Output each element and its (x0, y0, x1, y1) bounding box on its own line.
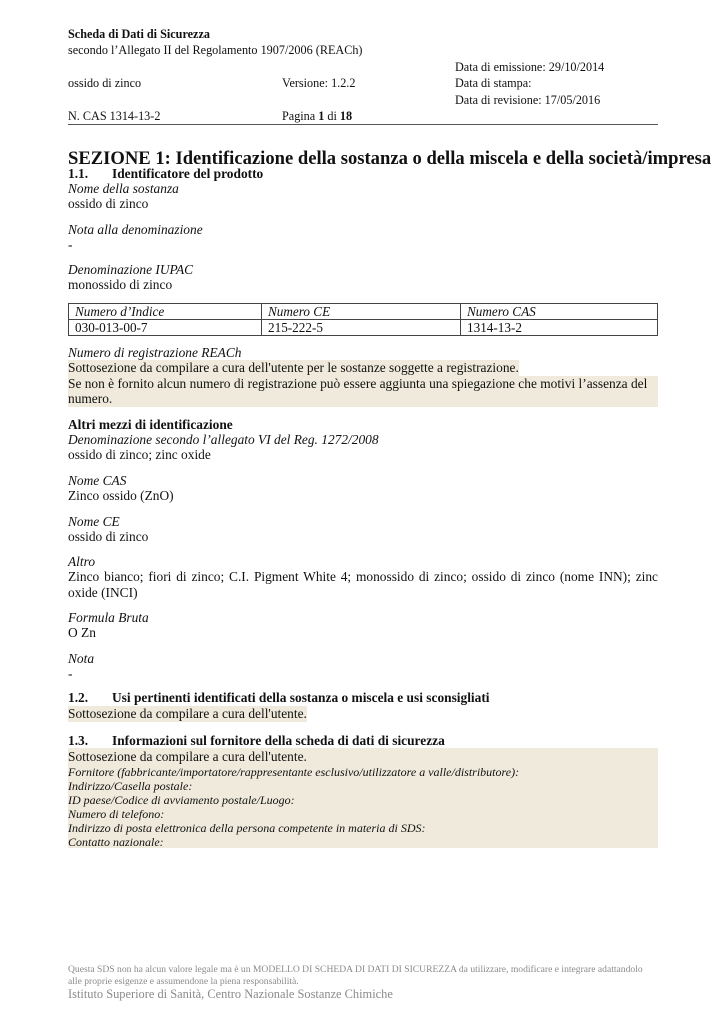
header-cas-number: Numero CAS (461, 304, 658, 320)
subsection-1-3-number: 1.3. (68, 733, 89, 748)
subsection-1-1-number: 1.1. (68, 166, 89, 181)
subsection-1-2-number: 1.2. (68, 690, 89, 705)
document-subtitle: secondo l’Allegato II del Regolamento 1907/2006 (REACh) (68, 43, 363, 57)
reach-label: Numero di registrazione REACh (68, 345, 242, 360)
page-current: 1 (318, 109, 325, 123)
iupac-value: monossido di zinco (68, 277, 173, 292)
annex-vi-value: ossido di zinco; zinc oxide (68, 447, 211, 462)
subsection-1-2-text: Sottosezione da compilare a cura dell'utente. (68, 706, 307, 721)
note-value: - (68, 666, 73, 681)
page-indicator (282, 109, 352, 124)
substance-name-label: Nome della sostanza (68, 181, 179, 196)
supplier-field: Fornitore (fabbricante/importatore/rappresentante esclusivo/utilizzatore a valle/distributore): (68, 765, 520, 779)
table-header-row (69, 304, 658, 320)
cas-name-value: Zinco ossido (ZnO) (68, 488, 174, 503)
header-divider (68, 124, 658, 125)
cas-name-label: Nome CAS (68, 473, 127, 488)
reach-line-1: Sottosezione da compilare a cura dell'utente per le sostanze soggette a registrazione. (68, 360, 519, 375)
address-field: Indirizzo/Casella postale: (68, 779, 193, 793)
substance-name-value: ossido di zinco (68, 196, 149, 211)
subsection-1-1-title: Identificatore del prodotto (112, 166, 264, 181)
header-ce-number: Numero CE (262, 304, 461, 320)
footer-disclaimer-line-1: Questa SDS non ha alcun valore legale ma è un MODELLO DI SCHEDA DI DATI DI SICUREZZA da utilizzare, modificare e integrare adattandolo (68, 964, 643, 975)
phone-field: Numero di telefono: (68, 807, 165, 821)
note-label: Nota (68, 651, 95, 666)
document-title: Scheda di Dati di Sicurezza (68, 27, 210, 41)
version-label: Versione: 1.2.2 (282, 76, 356, 90)
country-postcode-field: ID paese/Codice di avviamento postale/Luogo: (68, 793, 295, 807)
other-line-1: Zinco bianco; fiori di zinco; C.I. Pigment White 4; monossido di zinco; ossido di zinco (nome INN); zinc (68, 569, 658, 584)
footer-disclaimer-line-2: alle proprie esigenze e assumendone la piena responsabilità. (68, 976, 299, 987)
page-total: 18 (339, 109, 353, 123)
print-date: Data di stampa: (455, 76, 532, 90)
substance-name-header: ossido di zinco (68, 76, 142, 90)
reach-line-2: Se non è fornito alcun numero di registrazione può essere aggiunta una spiegazione che motivi l’assenza del (68, 376, 648, 391)
national-contact-field: Contatto nazionale: (68, 835, 164, 849)
subsection-1-3-title: Informazioni sul fornitore della scheda di dati di sicurezza (112, 733, 445, 748)
cell-ce-number: 215-222-5 (262, 320, 461, 336)
page-separator: di (324, 109, 340, 123)
cas-number-header: N. CAS 1314-13-2 (68, 109, 161, 123)
issue-date: Data di emissione: 29/10/2014 (455, 60, 605, 74)
identifier-table (68, 303, 658, 336)
ce-name-label: Nome CE (68, 514, 120, 529)
other-label: Altro (68, 554, 96, 569)
name-note-value: - (68, 237, 73, 252)
revision-date: Data di revisione: 17/05/2016 (455, 93, 601, 107)
annex-vi-label: Denominazione secondo l’allegato VI del Reg. 1272/2008 (68, 432, 379, 447)
subsection-1-2-title: Usi pertinenti identificati della sostanza o miscela e usi sconsigliati (112, 690, 490, 705)
other-line-2: oxide (INCI) (68, 585, 138, 600)
name-note-label: Nota alla denominazione (68, 222, 203, 237)
page-prefix: Pagina (282, 109, 319, 123)
ce-name-value: ossido di zinco (68, 529, 149, 544)
formula-value: O Zn (68, 625, 96, 640)
formula-label: Formula Bruta (68, 610, 149, 625)
cell-cas-number: 1314-13-2 (461, 320, 658, 336)
email-field: Indirizzo di posta elettronica della persona competente in materia di SDS: (68, 821, 426, 835)
subsection-1-3-text: Sottosezione da compilare a cura dell'utente. (68, 749, 307, 764)
header-index-number: Numero d’Indice (69, 304, 262, 320)
section-title: SEZIONE 1: Identificazione della sostanza o della miscela e della società/impresa (68, 148, 712, 169)
table-row (69, 320, 658, 336)
iupac-label: Denominazione IUPAC (68, 262, 194, 277)
reach-line-3: numero. (68, 391, 113, 406)
other-means-title: Altri mezzi di identificazione (68, 417, 233, 432)
cell-index-number: 030-013-00-7 (69, 320, 262, 336)
footer-institute: Istituto Superiore di Sanità, Centro Nazionale Sostanze Chimiche (68, 987, 393, 1001)
